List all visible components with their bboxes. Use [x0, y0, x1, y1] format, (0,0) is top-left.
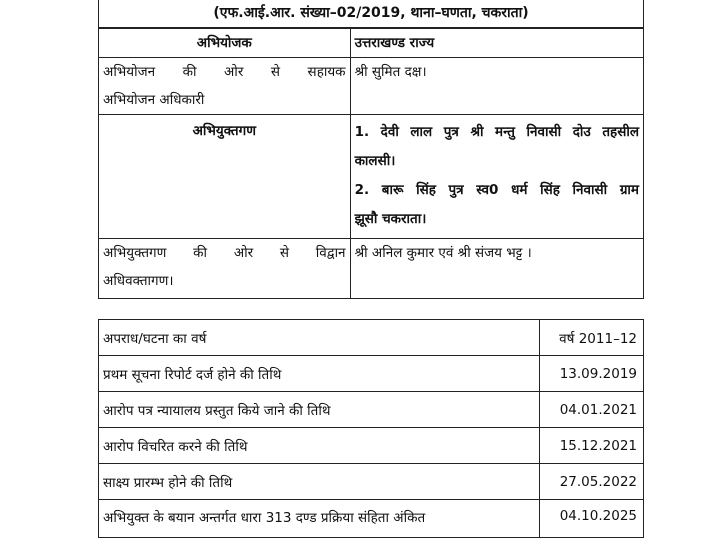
defence-label-line2: अधिवक्तागण। — [103, 273, 174, 289]
fir-number-line: (एफ.आई.आर. संख्या–02/2019, थाना–घणता, चकराता) — [98, 0, 644, 28]
asst-prosecutor-label-line2: अभियोजन अधिकारी — [103, 92, 205, 108]
accused-value-cell — [350, 115, 643, 239]
asst-prosecutor-value: श्री सुमित दक्ष। — [350, 58, 643, 115]
parties-table — [98, 28, 644, 299]
accused-2-line2: झूसौ चकराता। — [354, 211, 427, 227]
date-value: 15.12.2021 — [540, 428, 644, 464]
accused-1-line2: कालसी। — [354, 153, 396, 169]
date-label: आरोप पत्र न्यायालय प्रस्तुत किये जाने की तिथि — [99, 392, 540, 428]
date-value: वर्ष 2011–12 — [540, 320, 644, 356]
date-label: अपराध/घटना का वर्ष — [99, 320, 540, 356]
asst-prosecutor-row — [99, 58, 644, 115]
accused-row — [99, 115, 644, 239]
defence-label-cell — [99, 239, 351, 299]
dates-table — [98, 319, 644, 538]
table-row — [99, 428, 644, 464]
date-value: 04.01.2021 — [540, 392, 644, 428]
table-row — [99, 464, 644, 500]
accused-label: अभियुक्तगण — [99, 115, 351, 239]
asst-prosecutor-label-line1: अभियोजन की ओर से सहायक — [103, 64, 346, 80]
date-label: अभियुक्त के बयान अन्तर्गत धारा 313 दण्ड प्रक्रिया संहिता अंकित — [99, 500, 540, 538]
defence-label-line1: अभियुक्तगण की ओर से विद्वान — [103, 245, 346, 261]
accused-2-line1: 2. बारू सिंह पुत्र स्व0 धर्म सिंह निवासी ग्राम — [354, 182, 639, 198]
date-label: आरोप विचरित करने की तिथि — [99, 428, 540, 464]
date-value: 27.05.2022 — [540, 464, 644, 500]
table-row — [99, 500, 644, 538]
defence-row — [99, 239, 644, 299]
prosecutor-row — [99, 29, 644, 58]
date-label: साक्ष्य प्रारम्भ होने की तिथि — [99, 464, 540, 500]
date-value: 04.10.2025 — [540, 500, 644, 538]
table-row — [99, 392, 644, 428]
table-row — [99, 320, 644, 356]
table-row — [99, 356, 644, 392]
date-value: 13.09.2019 — [540, 356, 644, 392]
defence-value: श्री अनिल कुमार एवं श्री संजय भट्ट । — [350, 239, 643, 299]
prosecutor-value: उत्तराखण्ड राज्य — [350, 29, 643, 58]
date-label: प्रथम सूचना रिपोर्ट दर्ज होने की तिथि — [99, 356, 540, 392]
asst-prosecutor-label-cell — [99, 58, 351, 115]
prosecutor-label: अभियोजक — [99, 29, 351, 58]
accused-1-line1: 1. देवी लाल पुत्र श्री मन्तु निवासी दोउ तहसील — [354, 124, 639, 140]
